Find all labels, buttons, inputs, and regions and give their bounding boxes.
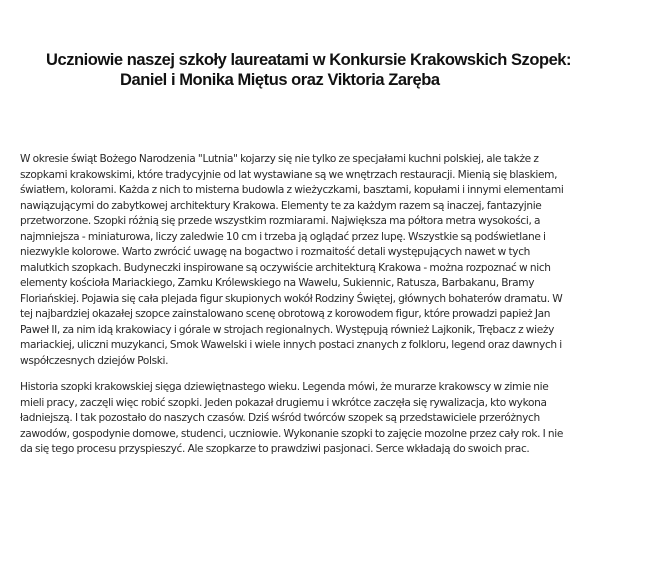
article-title-line-2: Daniel i Monika Miętus oraz Viktoria Zaręba — [120, 71, 440, 89]
article-title — [40, 50, 640, 90]
article-paragraph-1: W okresie świąt Bożego Narodzenia "Lutnia" kojarzy się nie tylko ze specjałami kuchni polskiej, ale także z szopkami krakowskimi, które tradycyjnie od lat wystawiane są we wnętrzach restauracji. Mienią się blaskiem, światłem, kolorami. Każda z nich to misterna budowla z wieżyczkami, basztami, kopułami i innymi elementami nawiązującymi do zabytkowej architektury Krakowa. Elementy te za każdym razem są inaczej, fantazyjnie przetworzone. Szopki różnią się przede wszystkim rozmiarami. Największa ma półtora metra wysokości, a najmniejsza - miniaturowa, liczy zaledwie 10 cm i trzeba ją oglądać przez lupę. Wszystkie są podświetlane i niezwykle kolorowe. Warto zwrócić uwagę na bogactwo i rozmaitość detali występujących nawet w tych malutkich szopkach. Budyneczki inspirowane są oczywiście architekturą Krakowa - można rozpoznać w nich elementy kościoła Mariackiego, Zamku Królewskiego na Wawelu, Sukiennic, Ratusza, Barbakanu, Bramy Floriańskiej. Pojawia się cała plejada figur skupionych wokół Rodziny Świętej, głównych bohaterów dramatu. W tej najbardziej okazałej szopce zainstalowano scenę obrotową z korowodem figur, które prowadzi papież Jan Paweł II, za nim idą krakowiacy i górale w strojach regionalnych. Występują również Lajkonik, Trębacz z wieży mariackiej, uliczni muzykanci, Smok Wawelski i wiele innych postaci znanych z folkloru, legend oraz dawnych i współczesnych dziejów Polski. — [20, 153, 564, 367]
article-title-line-1: Uczniowie naszej szkoły laureatami w Konkursie Krakowskich Szopek: — [46, 51, 572, 69]
article-paragraph-2: Historia szopki krakowskiej sięga dziewiętnastego wieku. Legenda mówi, że murarze krakowscy w zimie nie mieli pracy, zaczęli więc robić szopki. Jeden pokazał drugiemu i wkrótce zaczęła się rywalizacja, kto wykona ładniejszą. I tak pozostało do naszych czasów. Dziś wśród twórców szopek są przedstawiciele przeróżnych zawodów, gospodynie domowe, studenci, uczniowie. Wykonanie szopki to zajęcie mozolne przez cały rok. I nie da się tego procesu przyspieszyć. Ale szopkarze to prawdziwi pasjonaci. Serce wkładają do swoich prac. — [20, 381, 564, 455]
article-body — [20, 152, 630, 458]
